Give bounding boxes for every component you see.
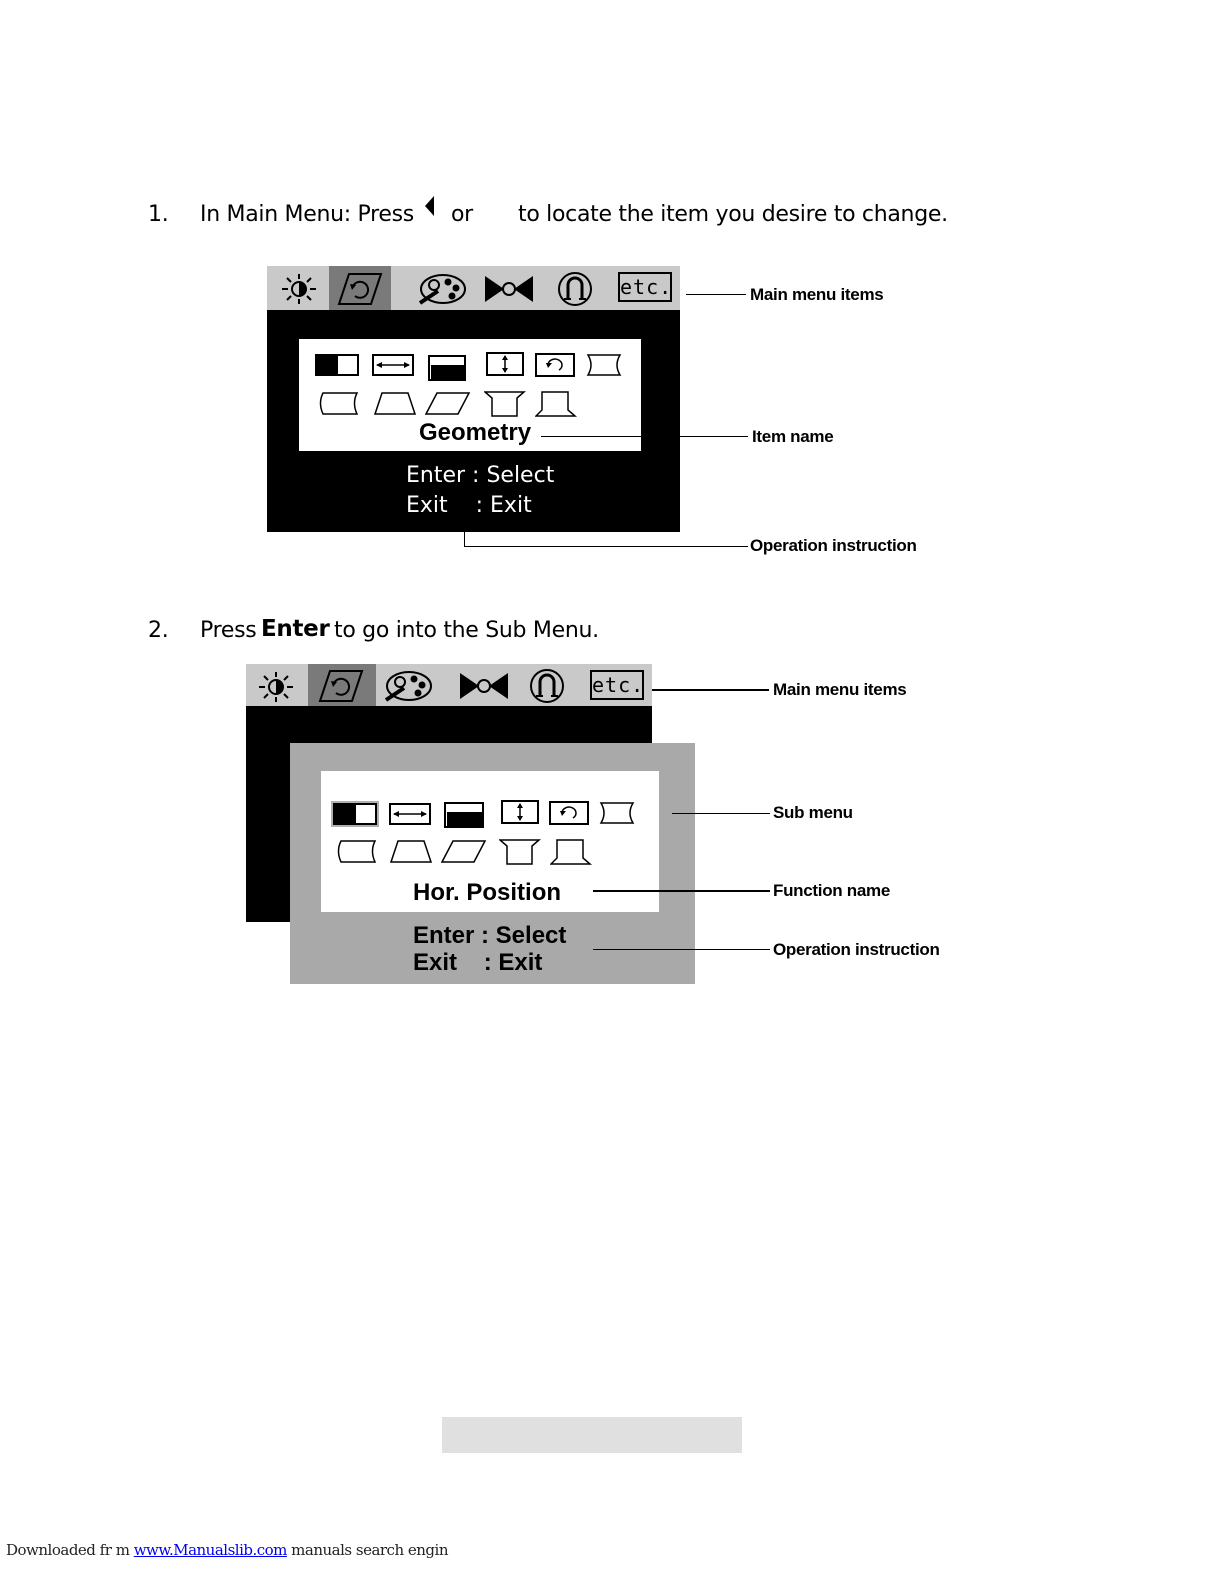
callout-sub-menu: Sub menu bbox=[773, 803, 853, 822]
footer-prefix: Downloaded fr bbox=[6, 1541, 112, 1559]
step-2-enter-bold: Enter bbox=[261, 616, 330, 642]
step-2-number: 2. bbox=[148, 618, 169, 643]
step-1-or: or bbox=[451, 202, 473, 227]
step-1-number: 1. bbox=[148, 202, 169, 227]
parallelogram-icon bbox=[425, 391, 471, 417]
ver-size-icon bbox=[486, 352, 526, 378]
item-name-inner-line bbox=[541, 436, 641, 437]
step-2-text-after: to go into the Sub Menu. bbox=[334, 618, 599, 643]
ver-size-icon[interactable] bbox=[501, 800, 541, 826]
hor-size-icon bbox=[372, 353, 416, 377]
instruction-enter-select: Enter : Select bbox=[406, 463, 555, 488]
footer-middle: m bbox=[115, 1541, 130, 1559]
step-1-text-before: In Main Menu: Press bbox=[200, 202, 414, 227]
callout-item-name: Item name bbox=[752, 427, 834, 446]
geometry-icon[interactable] bbox=[316, 669, 366, 703]
callout-line-item-name bbox=[680, 436, 748, 437]
top-corner-icon bbox=[484, 390, 526, 418]
etc-menu-item[interactable]: etc. bbox=[590, 670, 644, 700]
sub-instruction-enter-select: Enter : Select bbox=[413, 922, 567, 949]
callout-line-operation-2 bbox=[593, 949, 770, 950]
instruction-exit: Exit : Exit bbox=[406, 493, 532, 518]
pin-balance-icon[interactable] bbox=[335, 839, 379, 865]
page-number-bar bbox=[442, 1417, 742, 1453]
bowtie-icon[interactable] bbox=[459, 672, 509, 700]
bottom-corner-icon[interactable] bbox=[550, 838, 592, 866]
degauss-icon[interactable] bbox=[557, 271, 593, 307]
rotation-icon[interactable] bbox=[549, 801, 591, 827]
hor-position-icon bbox=[315, 353, 361, 377]
pincushion-icon[interactable] bbox=[599, 801, 637, 827]
bottom-corner-icon bbox=[535, 390, 577, 418]
step-2-text-before: Press bbox=[200, 618, 257, 643]
parallelogram-icon[interactable] bbox=[441, 839, 487, 865]
callout-line-main-menu-2 bbox=[652, 689, 769, 691]
item-name-text: Geometry bbox=[419, 419, 532, 446]
function-name-text: Hor. Position bbox=[413, 879, 562, 906]
color-palette-icon[interactable] bbox=[416, 272, 468, 306]
callout-function-name: Function name bbox=[773, 881, 890, 900]
sub-instruction-exit: Exit : Exit bbox=[413, 949, 543, 976]
callout-line-main-menu-1 bbox=[686, 294, 746, 295]
degauss-icon[interactable] bbox=[529, 668, 565, 704]
trapezoid-icon bbox=[374, 391, 418, 417]
brightness-contrast-icon[interactable] bbox=[280, 273, 318, 305]
color-palette-icon[interactable] bbox=[382, 669, 434, 703]
bowtie-icon[interactable] bbox=[484, 275, 534, 303]
trapezoid-icon[interactable] bbox=[390, 839, 434, 865]
callout-main-menu-items-2: Main menu items bbox=[773, 680, 907, 699]
footer-suffix: manuals search engin bbox=[291, 1541, 448, 1559]
manualslib-link[interactable]: www.Manualslib.com bbox=[133, 1541, 287, 1559]
hor-position-icon[interactable] bbox=[331, 801, 379, 827]
left-arrow-icon bbox=[424, 196, 436, 216]
etc-menu-item[interactable]: etc. bbox=[618, 272, 672, 302]
hor-size-icon[interactable] bbox=[389, 802, 433, 826]
callout-line-op-vertical bbox=[464, 532, 465, 546]
rotation-icon bbox=[535, 353, 577, 379]
callout-operation-instruction-1: Operation instruction bbox=[750, 536, 917, 555]
step-1-text-after: to locate the item you desire to change. bbox=[518, 202, 948, 227]
pincushion-icon bbox=[586, 353, 624, 379]
top-corner-icon[interactable] bbox=[499, 838, 541, 866]
geometry-icon[interactable] bbox=[335, 272, 385, 306]
footer-download-note bbox=[6, 1541, 448, 1559]
callout-line-sub-menu bbox=[672, 813, 770, 814]
callout-line-function-name bbox=[593, 890, 770, 892]
brightness-contrast-icon[interactable] bbox=[257, 671, 295, 703]
ver-position-icon bbox=[428, 355, 468, 383]
callout-operation-instruction-2: Operation instruction bbox=[773, 940, 940, 959]
pin-balance-icon bbox=[317, 391, 361, 417]
ver-position-icon[interactable] bbox=[444, 802, 486, 830]
callout-line-op-horizontal bbox=[464, 546, 748, 547]
callout-main-menu-items-1: Main menu items bbox=[750, 285, 884, 304]
